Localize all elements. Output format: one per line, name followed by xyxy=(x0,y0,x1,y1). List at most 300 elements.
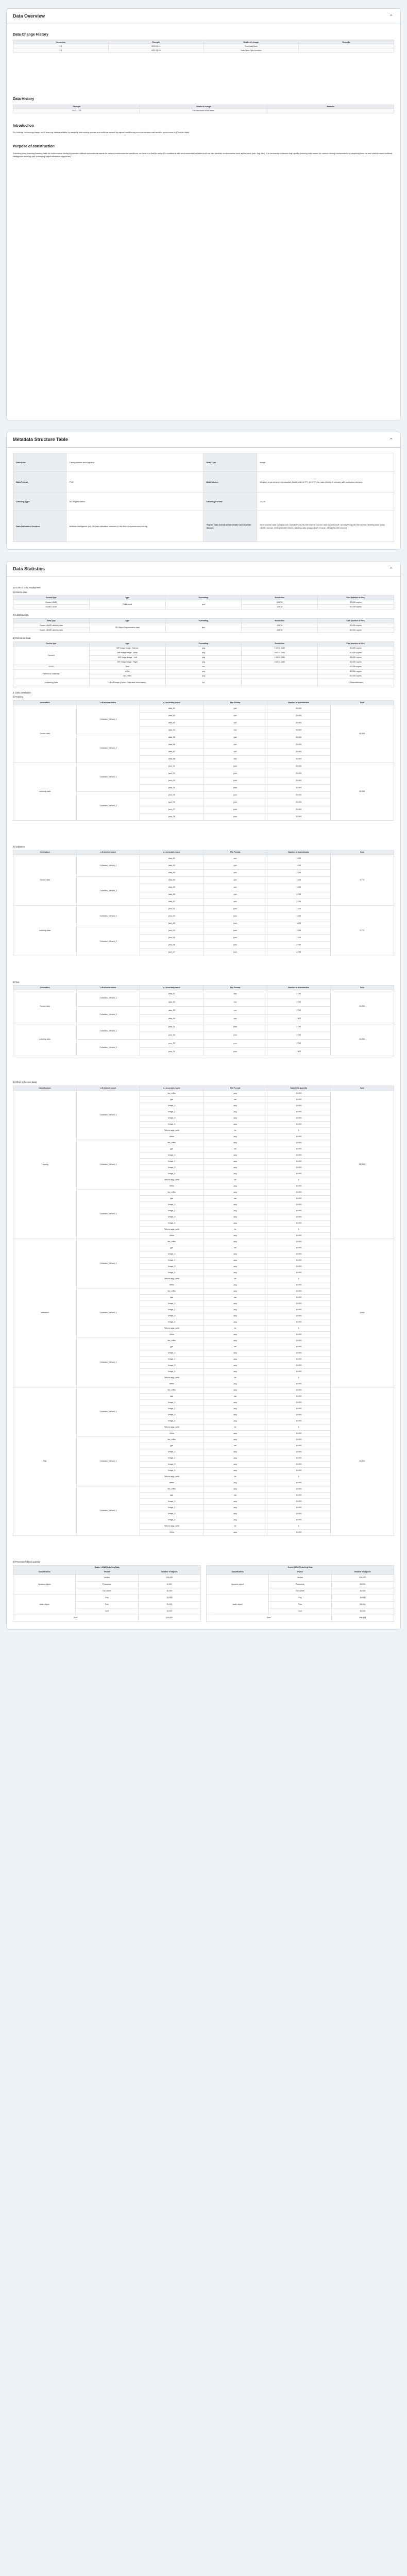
column-header: a first order name xyxy=(77,850,140,855)
table-cell: 10,000 xyxy=(267,1400,330,1406)
training-title: 1) Training xyxy=(13,696,23,699)
table-cell: 1,190 xyxy=(267,920,330,927)
table-cell: 10,000 xyxy=(267,1233,330,1239)
table-cell: 10,000 xyxy=(267,1462,330,1468)
table-cell: 20,000 xyxy=(267,720,330,727)
table-cell: 10,000 xyxy=(267,1443,330,1449)
table-row xyxy=(13,669,394,674)
table-cell: pcd xyxy=(204,1007,267,1015)
column-header: Size (number of files) xyxy=(318,596,394,600)
table-cell: Collection_Vehicle_2 xyxy=(77,1040,140,1056)
column-header: Classification xyxy=(13,1570,76,1574)
table-cell: txt xyxy=(204,1425,267,1431)
table-cell: txt xyxy=(204,1276,267,1282)
table-cell: 2,790 xyxy=(267,898,330,905)
table-cell: json xyxy=(204,1023,267,1031)
table-cell: png xyxy=(204,1159,267,1165)
table-cell: 10,000 xyxy=(267,1196,330,1202)
table-cell: reflex xyxy=(140,1381,204,1387)
table-cell: reflex xyxy=(140,1282,204,1289)
table-cell: csv xyxy=(204,1146,267,1153)
table-cell: data_03 xyxy=(140,1007,204,1015)
table-cell: Test xyxy=(13,1387,77,1536)
table-cell: Vibe-in-tapp_calib xyxy=(140,1227,204,1233)
table-cell: txt xyxy=(204,1523,267,1530)
table-cell: json xyxy=(204,777,267,785)
table-cell: Pole xyxy=(269,1601,331,1608)
metadata-title: Metadata Structure Table xyxy=(13,437,68,443)
table-cell: 1,190 xyxy=(267,862,330,869)
table-cell: 1920 X 1080 xyxy=(242,655,318,660)
column-header: Details of change xyxy=(140,105,267,109)
table-cell: csv xyxy=(204,1493,267,1499)
table-cell: Image_4 xyxy=(140,1468,204,1474)
table-row xyxy=(13,646,394,651)
table-cell: 10,000 xyxy=(267,1313,330,1319)
table-cell: Sum xyxy=(207,1615,332,1621)
table-cell: 20,000 xyxy=(267,785,330,792)
table-cell: Point cloud xyxy=(89,600,165,609)
table-cell: png xyxy=(204,1208,267,1214)
table-cell: png xyxy=(204,1486,267,1493)
table-cell: txt xyxy=(204,1375,267,1381)
metadata-key: Data Format xyxy=(13,472,66,493)
table-cell: dynamic object xyxy=(13,1574,76,1595)
table-cell: 2,790 xyxy=(267,998,330,1007)
metadata-header[interactable] xyxy=(7,432,400,448)
table-cell: pcd xyxy=(204,705,267,713)
table-cell: 10,000 xyxy=(267,1338,330,1344)
table-cell: 9,869 xyxy=(330,1239,394,1387)
table-header-row xyxy=(13,619,394,623)
table-cell: 1.1 xyxy=(13,48,109,53)
metadata-key: Labeling Format xyxy=(204,493,257,511)
table-cell: ibo_reflex xyxy=(140,1140,204,1146)
table-cell: json_02 xyxy=(140,1031,204,1040)
table-cell: Collection_Vehicle_1 xyxy=(77,1091,140,1140)
table-cell: png xyxy=(204,1406,267,1412)
table-cell: static object xyxy=(207,1595,269,1615)
metadata-value: 2023 (source data (raws LiDAR, format(PCD)) 50,000 sheets, source data (raws LiDAR, format(PCD)) 50,000 sheets, labeling data (raws LiDAR, format: JSON) 50,000 sheets, labeling data (raws LiDAR, format: JSON) 50,000 sheets) xyxy=(257,511,394,542)
table-cell: 20,000 xyxy=(267,814,330,821)
table-cell: Image_3 xyxy=(140,1264,204,1270)
table-cell: png xyxy=(204,1517,267,1523)
table-cell: 60,000 copies xyxy=(318,646,394,651)
table-cell: 10,000 xyxy=(267,1530,330,1536)
table-cell: Image_1 xyxy=(140,1449,204,1455)
table-cell: pcd xyxy=(204,862,267,869)
table-cell: Image_2 xyxy=(140,1357,204,1363)
table-cell: Final data fixed xyxy=(204,44,299,48)
table-cell: 10,000 xyxy=(267,1363,330,1369)
table-cell: gps xyxy=(140,1443,204,1449)
table-cell: Time xyxy=(89,665,165,669)
column-header: Sum xyxy=(330,701,394,705)
table-row xyxy=(207,1595,394,1601)
table-cell: 80,928 xyxy=(330,705,394,763)
table-cell: 20,000 xyxy=(267,799,330,806)
data-overview-header[interactable] xyxy=(7,9,400,24)
table-cell: png xyxy=(204,1319,267,1326)
table-cell: png xyxy=(204,1332,267,1338)
table-cell: 20,000 xyxy=(267,749,330,756)
table-cell: 1920 X 1080 xyxy=(242,660,318,665)
table-cell: Image_1 xyxy=(140,1301,204,1307)
table-cell: Image_4 xyxy=(140,1270,204,1276)
table-cell: 10,000 xyxy=(267,1183,330,1190)
column-header: Number of objects xyxy=(331,1570,394,1574)
table-cell: pcd xyxy=(204,990,267,998)
table-cell: png xyxy=(204,1282,267,1289)
table-cell: 1 xyxy=(267,1128,330,1134)
table-cell: png xyxy=(204,1530,267,1536)
distribution-title: 2. Data Distribution xyxy=(13,691,31,694)
table-cell: png xyxy=(204,1511,267,1517)
table-cell: 1,190 xyxy=(267,927,330,934)
table-cell: png xyxy=(204,1387,267,1394)
table-cell: Labeling data xyxy=(13,763,77,821)
table-cell: 14,000 xyxy=(331,1601,394,1608)
table-cell xyxy=(242,679,318,687)
table-cell: png xyxy=(204,1437,267,1443)
table-cell: pcd xyxy=(204,876,267,884)
table-cell: 10,000 xyxy=(267,1134,330,1140)
table-cell: json xyxy=(204,763,267,770)
table-cell: png xyxy=(204,1251,267,1258)
table-cell: ibo_reflex xyxy=(140,1190,204,1196)
table-cell xyxy=(299,44,394,48)
table-cell: json_01 xyxy=(140,763,204,770)
table-cell: 2,790 xyxy=(267,891,330,898)
table-header-row xyxy=(13,641,394,646)
table-cell: gps xyxy=(140,1196,204,1202)
processed-table-right xyxy=(206,1565,394,1622)
column-header: Orientation xyxy=(13,701,77,705)
table-cell: gps xyxy=(140,1245,204,1251)
chevron-up-icon[interactable]: ⌃ xyxy=(389,437,393,443)
table-cell: png xyxy=(204,1109,267,1115)
table-header-row xyxy=(13,40,394,44)
metadata-card xyxy=(6,432,401,550)
table-cell: 1,190 xyxy=(267,869,330,876)
table-cell: 2,790 xyxy=(267,948,330,956)
table-cell: png xyxy=(204,1202,267,1208)
column-header: File Format xyxy=(204,986,267,990)
table-cell: 128CH xyxy=(242,628,318,633)
table-cell: 10,000 xyxy=(267,1511,330,1517)
table-cell: 10,000 xyxy=(267,1202,330,1208)
table-cell: data_07 xyxy=(140,898,204,905)
table-cell: 10,000 xyxy=(267,1091,330,1097)
table-row xyxy=(13,1574,201,1581)
table-cell: 80,928 xyxy=(330,763,394,821)
table-cell: 10,000 xyxy=(267,1387,330,1394)
table-cell: png xyxy=(165,660,242,665)
table-cell: pcd xyxy=(204,741,267,749)
table-cell: 20,000 xyxy=(267,763,330,770)
column-header: a_secondary name xyxy=(140,986,204,990)
table-cell: 1,190 xyxy=(267,884,330,891)
column-header: Parcel xyxy=(76,1570,138,1574)
table-cell: png xyxy=(204,1233,267,1239)
table-cell: data_07 xyxy=(140,749,204,756)
table-cell: pcd xyxy=(204,891,267,898)
metadata-value: Image xyxy=(257,453,394,472)
table-row xyxy=(13,665,394,669)
table-cell: dynamic object xyxy=(207,1574,269,1595)
table-cell: Image_1 xyxy=(140,1350,204,1357)
table-cell: json_04 xyxy=(140,785,204,792)
test-table xyxy=(13,985,394,1056)
table-cell: 10,000 xyxy=(267,1097,330,1103)
table-cell: 10,000 xyxy=(267,1418,330,1425)
table-cell: 1,190 xyxy=(267,934,330,941)
table-cell: png xyxy=(204,1307,267,1313)
column-header: Strength xyxy=(108,40,204,44)
table-cell: png xyxy=(204,1190,267,1196)
column-header: a_secondary name xyxy=(140,701,204,705)
table-cell: csv xyxy=(204,1443,267,1449)
table-header-row xyxy=(13,701,394,705)
statistics-card xyxy=(6,561,401,1630)
table-cell: png xyxy=(204,1381,267,1387)
table-cell: Image_3 xyxy=(140,1313,204,1319)
table-cell: Image_1 xyxy=(140,1153,204,1159)
table-header-row xyxy=(207,1565,394,1570)
table-cell: Collection_Vehicle_1 xyxy=(77,1289,140,1338)
table-cell: Vibe-in-tapp_calib xyxy=(140,1326,204,1332)
table-cell: gps xyxy=(140,1146,204,1153)
table-cell: json xyxy=(204,927,267,934)
table-cell: data_03 xyxy=(140,869,204,876)
table-cell: GNSS xyxy=(13,665,90,669)
table-cell: 1 xyxy=(267,1326,330,1332)
table-row xyxy=(13,905,394,912)
table-cell: Vibe-in-tapp_calib xyxy=(140,1523,204,1530)
table-cell: Image_3 xyxy=(140,1412,204,1418)
table-cell: 35,000 xyxy=(331,1588,394,1595)
table-cell: Collection_Vehicle_2 xyxy=(77,792,140,821)
table-cell: png xyxy=(204,1301,267,1307)
table-row xyxy=(13,855,394,862)
table-row xyxy=(13,48,394,53)
table-cell: 1,190 xyxy=(267,905,330,912)
table-cell: 10,000 xyxy=(267,1455,330,1462)
processed-title: 5) Processed object quantity xyxy=(13,1561,40,1564)
table-cell: 1 xyxy=(267,1227,330,1233)
table-cell: data_04 xyxy=(140,1015,204,1023)
table-cell: json xyxy=(204,770,267,777)
table-cell: png xyxy=(204,1338,267,1344)
table-cell: 10,000 xyxy=(267,1258,330,1264)
table-cell: 10,000 xyxy=(267,1505,330,1511)
table-cell: Image_3 xyxy=(140,1363,204,1369)
table-cell: 16,000 xyxy=(331,1608,394,1615)
table-cell: json xyxy=(204,799,267,806)
table-cell: 10,000 xyxy=(267,1499,330,1505)
column-header: File Format xyxy=(204,701,267,705)
table-cell: 7 Files/calibration xyxy=(318,679,394,687)
column-header: Classification xyxy=(207,1570,269,1574)
table-cell: Image_1 xyxy=(140,1202,204,1208)
table-cell: json xyxy=(204,1048,267,1056)
column-header: a first order name xyxy=(77,986,140,990)
table-cell: 20,000 xyxy=(267,727,330,734)
table-cell: json_07 xyxy=(140,806,204,814)
table-cell: 15,000 xyxy=(138,1595,200,1601)
validation-table xyxy=(13,850,394,956)
table-cell: 10,000 xyxy=(267,1122,330,1128)
table-cell: 128CH xyxy=(242,600,318,605)
table-header-row xyxy=(13,1565,201,1570)
table-cell: 20,000 xyxy=(267,806,330,814)
table-cell: 80,391 xyxy=(330,1091,394,1239)
table-cell: pcd xyxy=(204,749,267,756)
table-cell: 1,190 xyxy=(267,912,330,920)
table-cell: png xyxy=(165,646,242,651)
table-cell: 10,000 xyxy=(267,1171,330,1177)
column-header: a_secondary name xyxy=(140,850,204,855)
table-cell: Ouster LiDAR xyxy=(13,600,90,605)
table-cell: static object xyxy=(13,1595,76,1615)
table-cell: Image_2 xyxy=(140,1505,204,1511)
table-cell: pcd xyxy=(204,998,267,1007)
table-cell: 60,000 copies xyxy=(318,651,394,655)
table-cell: txt xyxy=(204,1326,267,1332)
table-cell: Collection_Vehicle_1 xyxy=(77,1437,140,1486)
change-history-title: Data Change History xyxy=(13,33,48,37)
table-cell: 10,000 xyxy=(330,990,394,1023)
table-cell: 10,000 xyxy=(267,1295,330,1301)
table-cell: pcd xyxy=(204,727,267,734)
column-header: Sum xyxy=(330,1086,394,1091)
table-cell: csv xyxy=(204,1295,267,1301)
table-cell: 20,000 xyxy=(267,705,330,713)
table-cell: Training xyxy=(13,1091,77,1239)
table-cell: Source data xyxy=(13,990,77,1023)
table-cell: IMP image image - Narrow xyxy=(89,646,165,651)
table-cell: png xyxy=(204,1357,267,1363)
table-cell: Collection_Vehicle_2 xyxy=(77,927,140,956)
other-table xyxy=(13,1086,394,1536)
table-cell: 20,000 xyxy=(267,713,330,720)
table-cell: 1 xyxy=(267,1177,330,1183)
table-cell: Image_4 xyxy=(140,1319,204,1326)
column-header: Resolution xyxy=(242,596,318,600)
table-cell: data_02 xyxy=(140,998,204,1007)
table-cell: csv xyxy=(165,665,242,669)
table-cell: 1 xyxy=(267,1276,330,1282)
table-cell: 10,000 xyxy=(267,1486,330,1493)
table-cell: 325,000 xyxy=(331,1574,394,1581)
data-history-title: Data History xyxy=(13,97,35,101)
table-cell: reflex xyxy=(140,1530,204,1536)
table-cell: 10,000 xyxy=(267,1301,330,1307)
table-cell: data_01 xyxy=(140,855,204,862)
table-cell: 1 xyxy=(267,1474,330,1480)
table-cell xyxy=(267,109,394,113)
table-cell: Image_2 xyxy=(140,1208,204,1214)
table-cell: Camera xyxy=(13,646,90,665)
table-cell: png xyxy=(204,1153,267,1159)
statistics-header[interactable] xyxy=(7,562,400,577)
table-cell: Vibe-in-tapp_calib xyxy=(140,1474,204,1480)
table-cell: 10,000 xyxy=(267,1153,330,1159)
column-header: Number of submissions xyxy=(267,701,330,705)
processed-table-left xyxy=(13,1565,201,1622)
table-cell xyxy=(299,48,394,53)
table-cell: png xyxy=(204,1363,267,1369)
column-header: type xyxy=(89,596,165,600)
table-cell: Pole xyxy=(76,1601,138,1608)
table-cell: 60,000 copies xyxy=(318,660,394,665)
table-cell: Image_2 xyxy=(140,1258,204,1264)
table-cell: Curb xyxy=(269,1608,331,1615)
table-cell: gps xyxy=(140,1344,204,1350)
table-cell: 10,000 xyxy=(267,1146,330,1153)
column-header: a first order name xyxy=(77,1086,140,1091)
table-cell: json_06 xyxy=(140,799,204,806)
table-cell: data_03 xyxy=(140,720,204,727)
table-cell: 60,000 copies xyxy=(318,665,394,669)
table-cell: png xyxy=(165,651,242,655)
column-header: Number of submissions xyxy=(267,850,330,855)
table-cell: Image_4 xyxy=(140,1517,204,1523)
table-row xyxy=(13,1387,394,1394)
table-cell: 12,000 xyxy=(138,1581,200,1588)
table-cell: json xyxy=(204,941,267,948)
table-cell: data_04 xyxy=(140,876,204,884)
table-cell: json_02 xyxy=(140,912,204,920)
column-header: Remarks xyxy=(267,105,394,109)
table-cell: 1 xyxy=(267,1425,330,1431)
table-cell: 10,000 xyxy=(267,1103,330,1109)
table-cell: 10,000 xyxy=(267,1282,330,1289)
column-header: Sum xyxy=(330,986,394,990)
table-cell: 3D Object Segmentation data xyxy=(89,623,165,633)
column-header: Submitted quantity xyxy=(267,1086,330,1091)
table-cell: 2,790 xyxy=(267,1040,330,1048)
table-cell: 20,000 xyxy=(267,756,330,763)
metadata-key: Year of Data Construction / Data Construction Volume xyxy=(204,511,257,542)
table-cell: png xyxy=(204,1289,267,1295)
table-cell: txt xyxy=(165,679,242,687)
table-cell: 10,000 xyxy=(267,1307,330,1313)
table-cell: 10,000 xyxy=(267,1264,330,1270)
table-cell: Image_3 xyxy=(140,1214,204,1221)
table-header-row xyxy=(207,1570,394,1574)
chevron-up-icon[interactable]: ⌃ xyxy=(389,566,393,572)
table-row xyxy=(13,679,394,687)
table-cell: pcd xyxy=(204,855,267,862)
table-cell: data_06 xyxy=(140,891,204,898)
introduction-text: So, training technology based on AI learning data is reliable by naturally intersecting scenes and outlines caused by signal conditioning even in various road weather environments (Provide data). xyxy=(13,131,190,134)
table-cell: png xyxy=(204,1115,267,1122)
table-cell: 1920 X 1080 xyxy=(242,651,318,655)
table-cell: json_05 xyxy=(140,792,204,799)
table-cell: png xyxy=(165,674,242,679)
chevron-up-icon[interactable]: ⌃ xyxy=(389,13,393,19)
column-header: Size (number of files) xyxy=(318,619,394,623)
table-cell: 10,000 xyxy=(267,1190,330,1196)
table-cell: txt xyxy=(204,1128,267,1134)
table-cell: 1 xyxy=(267,1523,330,1530)
table-cell: json xyxy=(204,792,267,799)
table-cell: IMP image image - Right xyxy=(89,660,165,665)
table-cell: Poy xyxy=(269,1595,331,1601)
column-header: Strength xyxy=(13,105,140,109)
table-cell: 2,790 xyxy=(267,990,330,998)
